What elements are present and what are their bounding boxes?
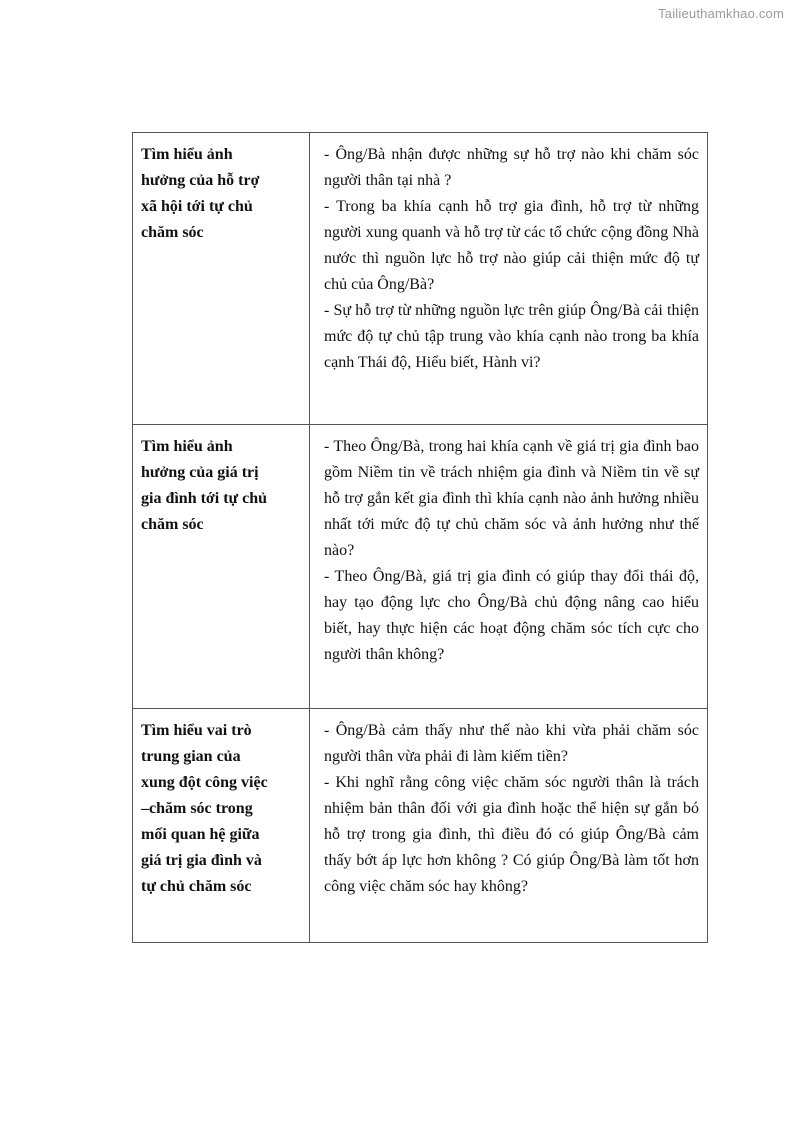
topic-cell xyxy=(133,425,310,709)
topic-label: Tìm hiểu ảnh hưởng của hỗ trợ xã hội tới tự chủ chăm sóc xyxy=(141,146,260,241)
question-item: - Trong ba khía cạnh hỗ trợ gia đình, hỗ trợ từ những người xung quanh và hỗ trợ từ các tổ chức cộng đồng Nhà nước thì nguồn lực hỗ trợ nào giúp cải thiện mức độ tự chủ của Ông/Bà? xyxy=(324,198,699,293)
question-item: - Khi nghĩ rằng công việc chăm sóc người thân là trách nhiệm bản thân đối với gia đình hoặc thể hiện sự gắn bó hỗ trợ trong gia đình, thì điều đó có giúp Ông/Bà cảm thấy bớt áp lực hơn không ? Có giúp Ông/Bà làm tốt hơn công việc chăm sóc hay không? xyxy=(324,774,699,895)
question-item: - Ông/Bà nhận được những sự hỗ trợ nào khi chăm sóc người thân tại nhà ? xyxy=(324,146,699,189)
table-row xyxy=(133,425,708,709)
topic-label: Tìm hiểu ảnh hưởng của giá trị gia đình tới tự chủ chăm sóc xyxy=(141,438,268,533)
questions-cell xyxy=(310,133,708,425)
topic-cell xyxy=(133,133,310,425)
interview-guide-table xyxy=(132,132,708,943)
table-row xyxy=(133,133,708,425)
question-item: - Sự hỗ trợ từ những nguồn lực trên giúp Ông/Bà cải thiện mức độ tự chủ tập trung vào khía cạnh nào trong ba khía cạnh Thái độ, Hiểu biết, Hành vi? xyxy=(324,302,699,371)
table-row xyxy=(133,709,708,943)
topic-cell xyxy=(133,709,310,943)
watermark-text: Tailieuthamkhao.com xyxy=(658,6,784,21)
topic-label: Tìm hiểu vai trò trung gian của xung đột công việc –chăm sóc trong mối quan hệ giữa giá trị gia đình và tự chủ chăm sóc xyxy=(141,722,268,895)
question-item: - Theo Ông/Bà, giá trị gia đình có giúp thay đổi thái độ, hay tạo động lực cho Ông/Bà chủ động nâng cao hiểu biết, hay thực hiện các hoạt động chăm sóc tích cực cho người thân không? xyxy=(324,568,699,663)
questions-cell xyxy=(310,425,708,709)
questions-cell xyxy=(310,709,708,943)
question-item: - Ông/Bà cảm thấy như thế nào khi vừa phải chăm sóc người thân vừa phải đi làm kiếm tiền? xyxy=(324,722,699,765)
question-item: - Theo Ông/Bà, trong hai khía cạnh về giá trị gia đình bao gồm Niềm tin về trách nhiệm gia đình và Niềm tin về sự hỗ trợ gắn kết gia đình thì khía cạnh nào ảnh hưởng nhiều nhất tới mức độ tự chủ chăm sóc và ảnh hưởng như thế nào? xyxy=(324,438,699,559)
